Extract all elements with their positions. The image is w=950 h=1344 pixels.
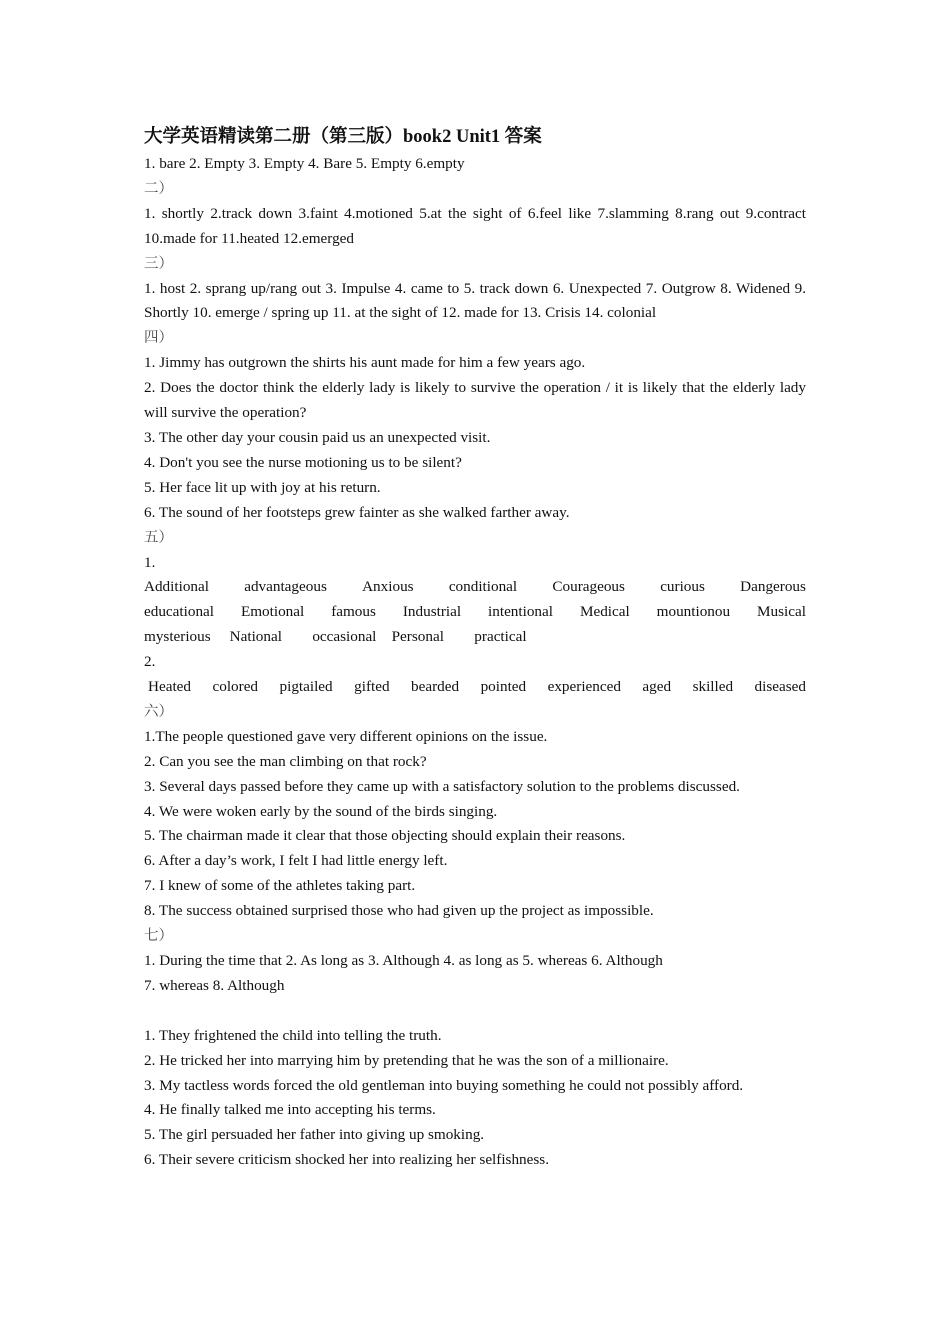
word: intentional [488,603,553,621]
section6-sentence: 2. Can you see the man climbing on that rock? [144,752,427,770]
section2-answers: 1. shortly 2.track down 3.faint 4.motioned 5.at the sight of 6.feel like 7.slamming 8.rang out 9.contract 10.made for 11.heated 12.emerged [144,204,806,247]
blank-line [144,999,806,1024]
word: pigtailed [279,678,333,696]
section7-answers: 1. During the time that 2. As long as 3. Although 4. as long as 5. whereas 6. Although [144,952,663,969]
document-page [144,122,806,1173]
section6-sentence: 6. After a day’s work, I felt I had little energy left. [144,852,448,870]
word: Emotional [240,603,305,621]
section5-word-row [144,625,806,650]
word: Courageous [552,578,625,596]
word: skilled [692,678,734,696]
word: mysterious [144,628,211,646]
section7-heading: 七） [144,928,173,945]
word: aged [642,678,672,696]
word: Industrial [402,603,462,621]
word: famous [331,603,376,621]
word: Musical [757,603,806,621]
word: Medical [579,603,630,621]
section4-sentence: 1. Jimmy has outgrown the shirts his aunt made for him a few years ago. [144,354,586,372]
section8-sentence: 3. My tactless words forced the old gentleman into buying something he could not possibly afford. [144,1076,744,1094]
word: Heated [148,678,192,696]
word: diseased [754,678,806,696]
section6-sentence: 5. The chairman made it clear that those objecting should explain their reasons. [144,827,626,845]
section5-part1-label: 1. [144,553,156,571]
section5-part2-label: 2. [144,653,156,671]
section2-heading: 二） [144,180,173,197]
section4-sentence: 6. The sound of her footsteps grew fainter as she walked farther away. [144,503,570,521]
word: colored [212,678,259,696]
section7-answers: 7. whereas 8. Although [144,976,285,994]
section3-answers: 1. host 2. sprang up/rang out 3. Impulse 4. came to 5. track down 6. Unexpected 7. Outgrow 8. Widened 9. Shortly 10. emerge / spring up 11. at the sight of 12. made for 13. Crisis 14. colonial [144,279,806,322]
word: occasional [312,628,377,646]
word: advantageous [244,578,327,596]
word: bearded [411,678,460,696]
section6-heading: 六） [144,703,173,720]
section8-sentence: 4. He finally talked me into accepting his terms. [144,1101,436,1119]
word: mountionou [656,603,731,621]
section5-word-row [144,675,806,700]
word: Additional [144,578,209,596]
section6-sentence: 4. We were woken early by the sound of the birds singing. [144,802,498,820]
word: Anxious [362,578,414,596]
section4-sentence: 4. Don't you see the nurse motioning us to be silent? [144,453,462,471]
section8-sentence: 6. Their severe criticism shocked her into realizing her selfishness. [144,1151,550,1169]
section4-sentence: 2. Does the doctor think the elderly lady is likely to survive the operation / it is likely that the elderly lady will survive the operation? [144,379,806,422]
section5-heading: 五） [144,529,173,546]
word: conditional [448,578,518,596]
word: practical [474,628,527,646]
section8-sentence: 1. They frightened the child into telling the truth. [144,1026,442,1044]
word: educational [144,603,214,621]
section3-heading: 三） [144,255,173,272]
section6-sentence: 7. I knew of some of the athletes taking part. [144,877,416,895]
section8-sentence: 2. He tricked her into marrying him by pretending that he was the son of a millionaire. [144,1051,669,1069]
section6-sentence: 3. Several days passed before they came up with a satisfactory solution to the problems discussed. [144,777,740,795]
word: Personal [391,628,444,646]
section1-answers: 1. bare 2. Empty 3. Empty 4. Bare 5. Empty 6.empty [144,155,465,172]
section5-word-row [144,575,806,600]
section4-sentence: 5. Her face lit up with joy at his return. [144,478,381,496]
section5-word-row [144,600,806,625]
word: National [229,628,282,646]
section6-sentence: 1.The people questioned gave very different opinions on the issue. [144,727,548,745]
section8-sentence: 5. The girl persuaded her father into giving up smoking. [144,1126,485,1144]
section4-heading: 四） [144,330,173,347]
word: Dangerous [740,578,806,596]
word: curious [660,578,705,596]
word: pointed [480,678,527,696]
word: gifted [354,678,390,696]
word: experienced [547,678,621,696]
section6-sentence: 8. The success obtained surprised those who had given up the project as impossible. [144,902,654,920]
section4-sentence: 3. The other day your cousin paid us an unexpected visit. [144,428,491,446]
document-title: 大学英语精读第二册（第三版）book2 Unit1 答案 [144,127,542,147]
